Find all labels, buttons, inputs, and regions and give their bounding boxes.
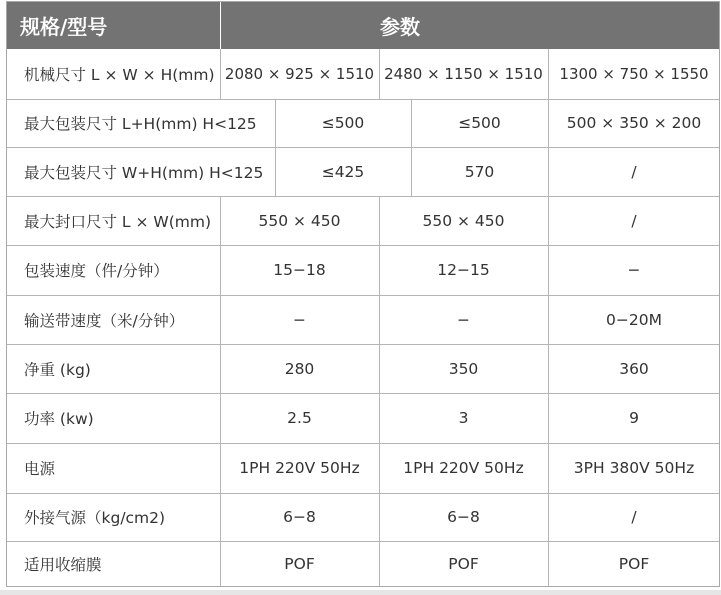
col-divider	[411, 147, 412, 196]
row-value-model-1: 2.5	[287, 409, 312, 427]
col-divider	[548, 493, 549, 541]
row-value-model-1: ≤500	[321, 114, 365, 132]
header-parameters: 参数	[220, 1, 720, 49]
row-value-model-3: 500 × 350 × 200	[566, 114, 702, 132]
row-label: 功率 (kw)	[24, 410, 94, 428]
col-divider	[548, 49, 549, 99]
row-value-model-2: 350	[448, 359, 479, 378]
col-divider	[548, 541, 549, 587]
col-divider	[548, 99, 549, 147]
row-label: 最大包装尺寸 L+H(mm) H<125	[24, 115, 257, 133]
row-value-model-2: POF	[448, 555, 479, 573]
row-value-model-1: ≤425	[321, 162, 365, 181]
col-divider	[220, 49, 221, 99]
col-divider	[220, 245, 221, 295]
row-value-model-2: 550 × 450	[422, 211, 505, 230]
col-divider	[379, 443, 380, 493]
col-divider	[275, 99, 276, 147]
row-label: 输送带速度（米/分钟）	[24, 311, 185, 330]
col-divider	[220, 493, 221, 541]
col-divider	[548, 344, 549, 393]
col-divider	[379, 245, 380, 295]
col-divider	[548, 443, 549, 493]
col-divider	[220, 295, 221, 344]
row-value-model-1: 15−18	[273, 261, 326, 279]
col-divider	[275, 147, 276, 196]
row-value-model-2: 6−8	[447, 508, 480, 526]
col-divider	[548, 295, 549, 344]
row-label: 机械尺寸 L × W × H(mm)	[24, 66, 215, 84]
row-divider	[6, 493, 720, 494]
row-divider	[6, 443, 720, 444]
row-value-model-3: /	[631, 211, 637, 230]
col-divider	[548, 147, 549, 196]
row-value-model-1: −	[293, 310, 306, 329]
row-value-model-2: 12−15	[437, 261, 490, 279]
row-value-model-2: 2480 × 1150 × 1510	[384, 65, 543, 83]
row-value-model-2: 570	[464, 162, 495, 181]
row-value-model-1: 280	[284, 359, 315, 378]
col-divider	[220, 393, 221, 443]
row-value-model-3: 9	[629, 409, 639, 427]
row-value-model-3: 3PH 380V 50Hz	[573, 459, 695, 477]
row-divider	[6, 541, 720, 542]
row-value-model-2: 3	[458, 409, 469, 427]
col-divider	[220, 344, 221, 393]
row-value-model-3: /	[631, 508, 637, 526]
row-label: 包装速度（件/分钟）	[24, 262, 169, 280]
col-divider	[220, 196, 221, 245]
col-divider	[379, 49, 380, 99]
row-label: 最大封口尺寸 L × W(mm)	[24, 212, 212, 231]
col-divider	[379, 541, 380, 587]
col-divider	[220, 443, 221, 493]
header-spec-model: 规格/型号	[6, 1, 220, 49]
row-value-model-2: −	[457, 310, 470, 329]
row-value-model-3: 360	[619, 359, 649, 378]
row-divider	[6, 393, 720, 394]
col-divider	[548, 245, 549, 295]
row-divider	[6, 344, 720, 345]
row-value-model-1: POF	[284, 555, 315, 573]
row-value-model-3: /	[631, 162, 637, 181]
col-divider	[379, 344, 380, 393]
row-divider	[6, 196, 720, 197]
row-value-model-3: 1300 × 750 × 1550	[559, 65, 709, 83]
row-divider	[6, 99, 720, 100]
col-divider	[379, 393, 380, 443]
row-value-model-3: 0−20M	[606, 310, 662, 329]
row-divider	[6, 245, 720, 246]
row-divider	[6, 147, 720, 148]
bottom-shadow	[0, 590, 721, 595]
row-value-model-2: ≤500	[458, 114, 501, 132]
header-divider	[220, 1, 221, 49]
row-label: 电源	[24, 460, 56, 478]
row-label: 最大包装尺寸 W+H(mm) H<125	[24, 163, 264, 182]
row-value-model-3: −	[627, 261, 641, 279]
col-divider	[379, 493, 380, 541]
col-divider	[411, 99, 412, 147]
row-divider	[6, 295, 720, 296]
row-value-model-1: 2080 × 925 × 1510	[224, 65, 375, 83]
col-divider	[220, 541, 221, 587]
row-value-model-2: 1PH 220V 50Hz	[403, 459, 524, 477]
row-label: 净重 (kg)	[24, 360, 91, 379]
row-value-model-3: POF	[618, 555, 650, 573]
row-label: 适用收缩膜	[24, 556, 102, 574]
row-label: 外接气源（kg/cm2)	[24, 509, 166, 527]
col-divider	[379, 196, 380, 245]
col-divider	[379, 295, 380, 344]
col-divider	[548, 393, 549, 443]
row-value-model-1: 1PH 220V 50Hz	[239, 459, 360, 477]
col-divider	[548, 196, 549, 245]
row-value-model-1: 550 × 450	[258, 211, 341, 230]
row-value-model-1: 6−8	[283, 508, 316, 526]
